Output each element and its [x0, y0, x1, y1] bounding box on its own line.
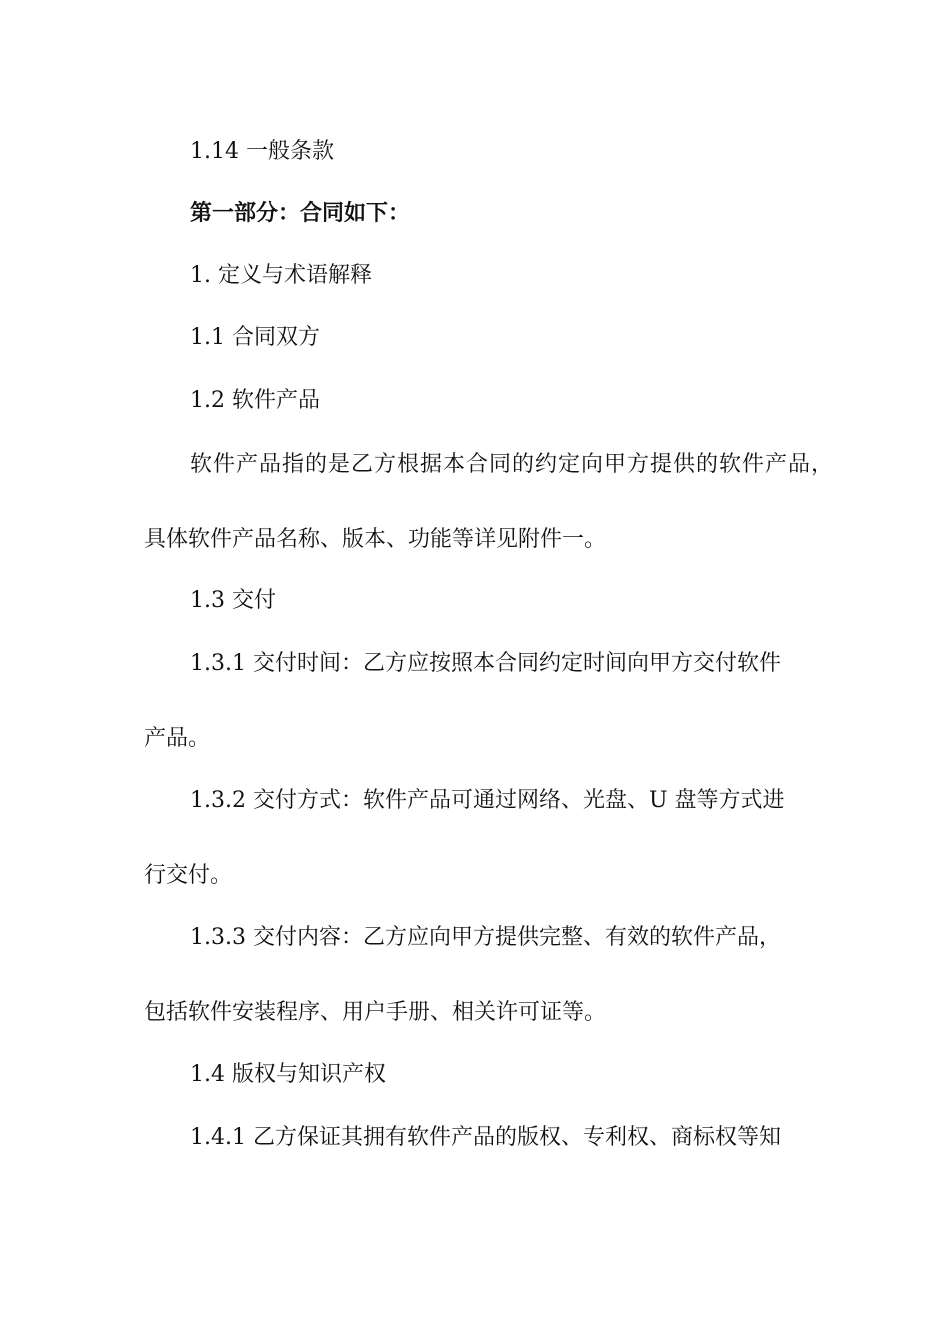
section-1-heading: 1. 定义与术语解释 [190, 263, 372, 288]
clause-1-3-3-line-1: 1.3.3 交付内容：乙方应向甲方提供完整、有效的软件产品， [190, 925, 781, 950]
clause-1-3-1-line-1: 1.3.1 交付时间：乙方应按照本合同约定时间向甲方交付软件 [190, 651, 781, 676]
clause-1-3-3-line-2: 包括软件安装程序、用户手册、相关许可证等。 [144, 1000, 607, 1025]
clause-1-2-heading: 1.2 软件产品 [190, 388, 320, 413]
clause-1-3-heading: 1.3 交付 [190, 588, 276, 613]
clause-1-3-2-line-2: 行交付。 [144, 863, 233, 888]
part-one-heading: 第一部分：合同如下： [190, 201, 411, 226]
clause-1-14-heading: 1.14 一般条款 [190, 139, 334, 164]
clause-1-3-1-line-2: 产品。 [144, 726, 211, 751]
clause-1-1-heading: 1.1 合同双方 [190, 325, 320, 350]
clause-1-3-2-line-1: 1.3.2 交付方式：软件产品可通过网络、光盘、U 盘等方式进 [190, 788, 785, 813]
clause-1-4-heading: 1.4 版权与知识产权 [190, 1062, 386, 1087]
paragraph-1-2-line-2: 具体软件产品名称、版本、功能等详见附件一。 [144, 527, 607, 552]
paragraph-1-2-line-1: 软件产品指的是乙方根据本合同的约定向甲方提供的软件产品， [190, 452, 835, 477]
clause-1-4-1-line-1: 1.4.1 乙方保证其拥有软件产品的版权、专利权、商标权等知 [190, 1125, 781, 1150]
